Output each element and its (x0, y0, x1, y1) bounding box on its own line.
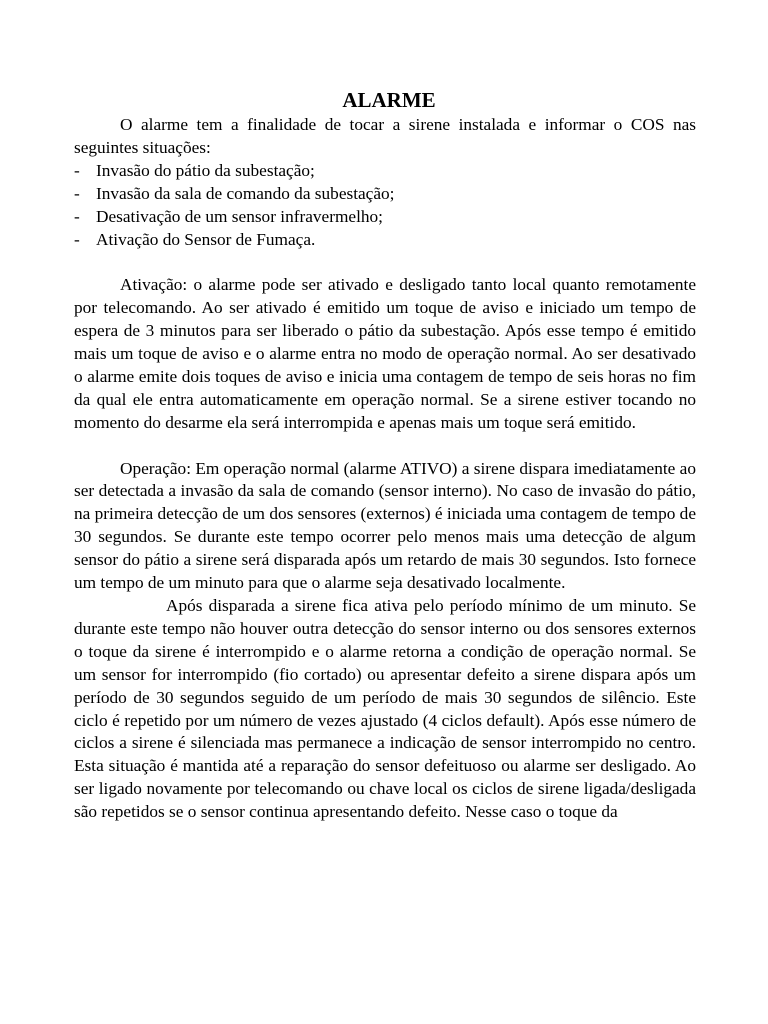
intro-paragraph: O alarme tem a finalidade de tocar a sirene instalada e informar o COS nas seguintes situações: (74, 115, 696, 157)
document-page (74, 86, 696, 824)
list-item: - Desativação de um sensor infravermelho; (74, 206, 696, 229)
list-item: - Ativação do Sensor de Fumaça. (74, 229, 696, 252)
list-item: - Invasão da sala de comando da subestação; (74, 183, 696, 206)
situations-list (74, 160, 696, 252)
list-item: - Invasão do pátio da subestação; (74, 160, 696, 183)
after-trigger-paragraph: Após disparada a sirene fica ativa pelo período mínimo de um minuto. Se durante este tempo não houver outra detecção do sensor interno ou dos sensores externos o toque da sirene é interrompido e o alarme retorna a condição de operação normal. Se um sensor for interrompido (fio cortado) ou apresentar defeito a sirene dispara após um período de 30 segundos seguido de um período de mais 30 segundos de silêncio. Este ciclo é repetido por um número de vezes ajustado (4 ciclos default). Após esse número de ciclos a sirene é silenciada mas permanece a indicação de sensor interrompido no centro. Esta situação é mantida até a reparação do sensor defeituoso ou alarme ser desligado. Ao ser ligado novamente por telecomando ou chave local os ciclos de sirene ligada/desligada são repetidos se o sensor continua apresentando defeito. Nesse caso o toque da (74, 596, 696, 822)
operation-paragraph: Operação: Em operação normal (alarme ATIVO) a sirene dispara imediatamente ao ser detectada a invasão da sala de comando (sensor interno). No caso de invasão do pátio, na primeira detecção de um dos sensores (externos) é iniciada uma contagem de tempo de 30 segundos. Se durante este tempo ocorrer pelo menos mais uma detecção de algum sensor do pátio a sirene será disparada após um retardo de mais 30 segundos. Isto fornece um tempo de um minuto para que o alarme seja desativado localmente. (74, 458, 696, 593)
document-title: ALARME (342, 88, 436, 112)
activation-paragraph: Ativação: o alarme pode ser ativado e desligado tanto local quanto remotamente por telecomando. Ao ser ativado é emitido um toque de aviso e iniciado um tempo de espera de 3 minutos para ser liberado o pátio da subestação. Após esse tempo é emitido mais um toque de aviso e o alarme entra no modo de operação normal. Ao ser desativado o alarme emite dois toques de aviso e inicia uma contagem de tempo de seis horas no fim da qual ele entra automaticamente em operação normal. Se a sirene estiver tocando no momento do desarme ela será interrompida e apenas mais um toque será emitido. (74, 275, 696, 432)
paragraph-gap (74, 435, 696, 458)
paragraph-gap (74, 251, 696, 274)
